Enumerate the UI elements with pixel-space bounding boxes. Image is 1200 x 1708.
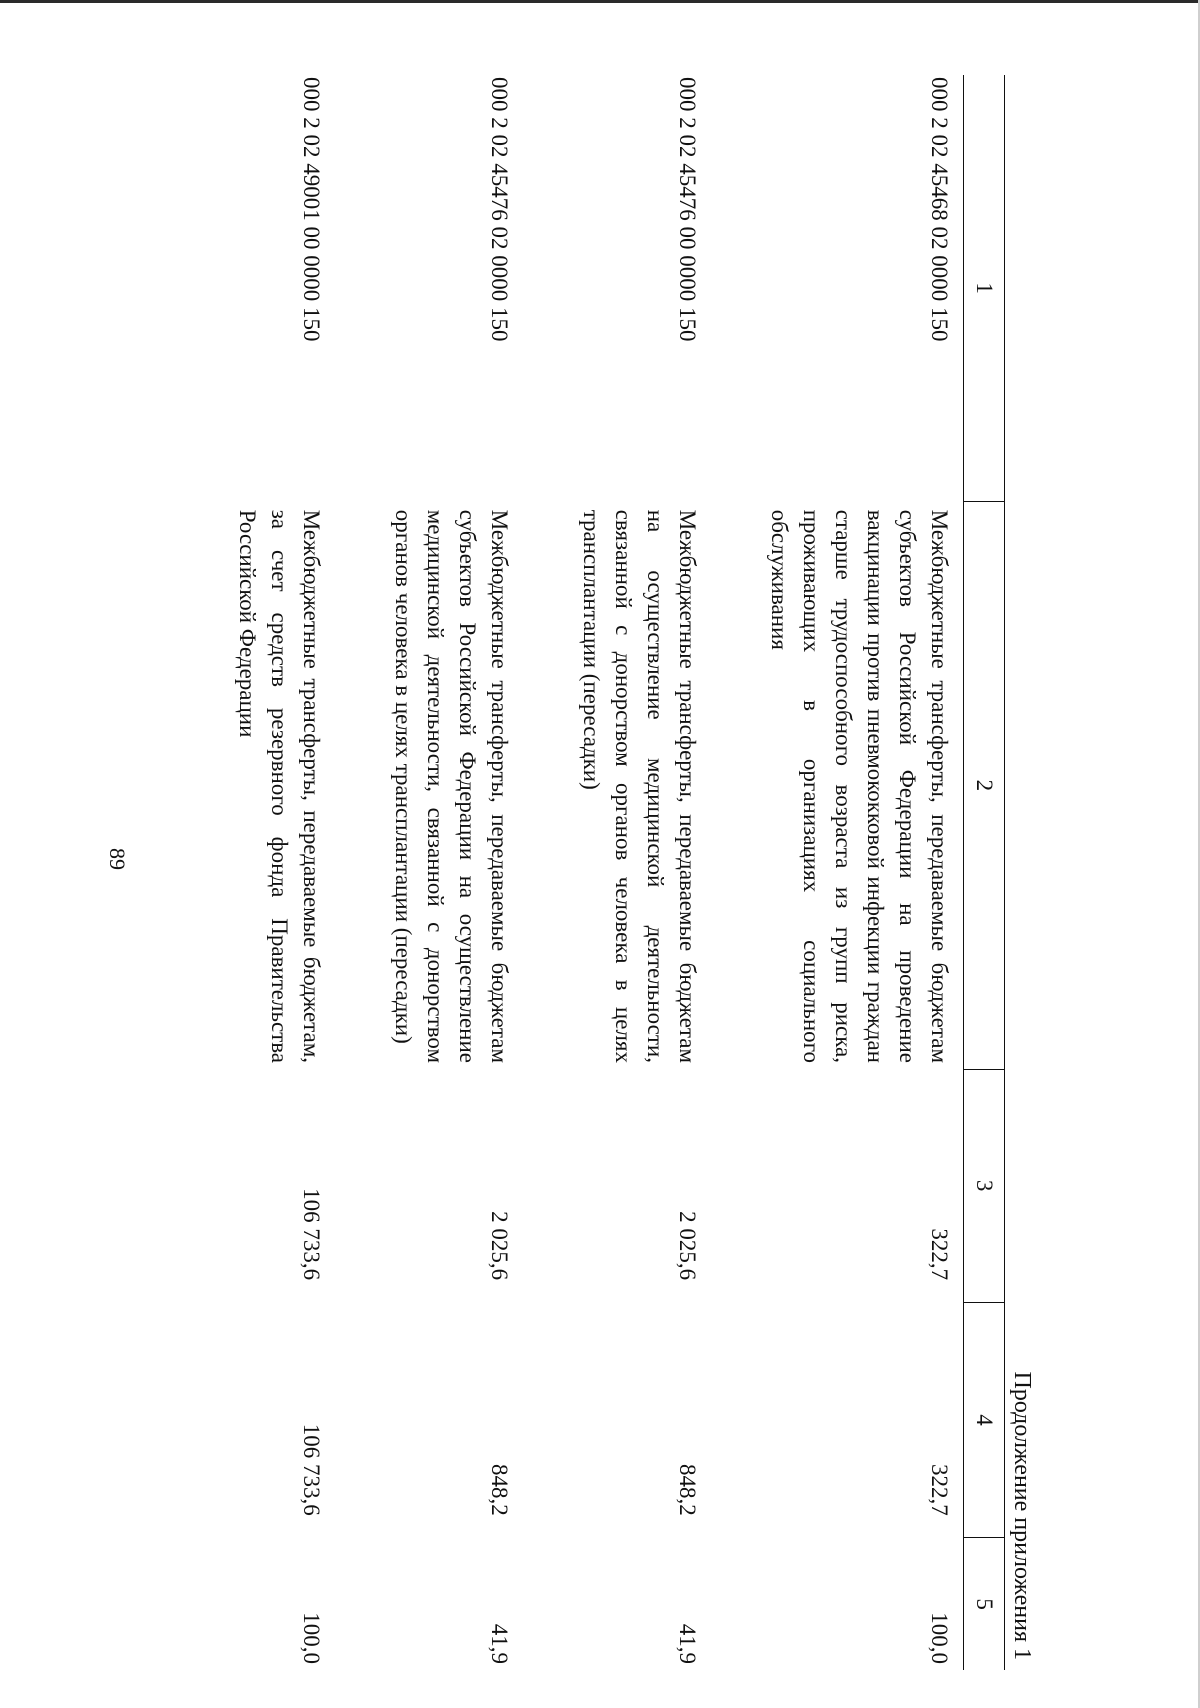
page-number: 89 bbox=[105, 848, 130, 870]
row-col4: 106 733,6 bbox=[299, 1423, 324, 1516]
header-col-1: 1 bbox=[964, 75, 1005, 502]
row-col5: 41,9 bbox=[675, 1623, 700, 1664]
table-row bbox=[231, 75, 335, 1670]
scan-edge-top bbox=[0, 0, 1200, 3]
row-col4: 848,2 bbox=[487, 1464, 512, 1516]
header-col-2: 2 bbox=[964, 502, 1005, 1069]
row-name: Межбюджетные трансферты, передаваемые бюджетам, за счет средств резервного фонда Правительства Российской Федерации bbox=[235, 509, 324, 1063]
header-col-4: 4 bbox=[964, 1302, 1005, 1538]
table-header-row bbox=[964, 75, 1005, 1670]
header-col-3: 3 bbox=[964, 1069, 1005, 1302]
table-row bbox=[387, 75, 523, 1670]
row-code: 000 2 02 45468 02 0000 150 bbox=[927, 77, 952, 342]
row-name: Межбюджетные трансферты, передаваемые бюджетам субъектов Российской Федерации на осуществление медицинской деятельности, связанной с донорством органов человека в целях трансплантации (пересадки) bbox=[391, 509, 512, 1063]
row-col3: 106 733,6 bbox=[299, 1188, 324, 1281]
row-name: Межбюджетные трансферты, передаваемые бюджетам субъектов Российской Федерации на проведение вакцинации против пневмококковой инфекции граждан старше трудоспособного возраста из групп риска, проживающих в организациях социального обслуживания bbox=[767, 509, 952, 1063]
row-col3: 2 025,6 bbox=[675, 1211, 700, 1281]
row-col5: 100,0 bbox=[299, 1612, 324, 1664]
row-name: Межбюджетные трансферты, передаваемые бюджетам на осуществление медицинской деятельности, связанной с донорством органов человека в целях трансплантации (пересадки) bbox=[579, 509, 700, 1063]
row-code: 000 2 02 45476 00 0000 150 bbox=[675, 77, 700, 342]
table-row bbox=[763, 75, 964, 1670]
budget-table bbox=[231, 75, 1005, 1670]
row-spacer bbox=[711, 75, 763, 1670]
row-col5: 100,0 bbox=[927, 1612, 952, 1664]
row-spacer bbox=[523, 75, 575, 1670]
row-col3: 2 025,6 bbox=[487, 1211, 512, 1281]
row-spacer bbox=[335, 75, 387, 1670]
row-code: 000 2 02 49001 00 0000 150 bbox=[299, 77, 324, 342]
row-col4: 322,7 bbox=[927, 1464, 952, 1516]
row-col5: 41,9 bbox=[487, 1623, 512, 1664]
continuation-label: Продолжение приложения 1 bbox=[1009, 1371, 1035, 1660]
document-sheet bbox=[105, 75, 1035, 1675]
row-code: 000 2 02 45476 02 0000 150 bbox=[487, 77, 512, 342]
header-col-5: 5 bbox=[964, 1538, 1005, 1670]
row-col4: 848,2 bbox=[675, 1464, 700, 1516]
row-col3: 322,7 bbox=[927, 1228, 952, 1281]
table-row bbox=[575, 75, 711, 1670]
